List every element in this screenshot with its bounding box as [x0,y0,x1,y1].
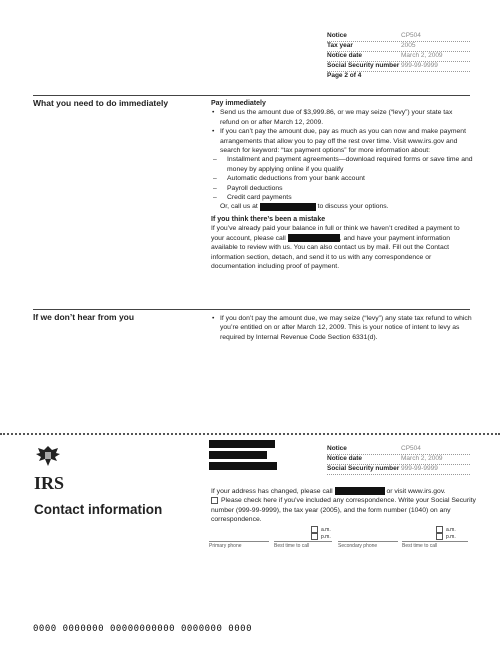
pm-checkbox[interactable] [436,533,443,540]
list-item: • If you can’t pay the amount due, pay as much as you can now and make payment arrangements that allow you to pay off the rest over time. Visit www.irs.gov and search for keyword: “tax payment options” for more information about: – Installment and payment agreements—download required forms or save time and money by applying online if you qualify – Automatic deductions from your bank account – Payroll deductions – Credit card payments Or, call us at to discuss your options. [220,127,473,212]
primary-phone-label: Primary phone [209,543,242,549]
ampm-group: a.m. p.m. [311,526,331,540]
section-divider [33,95,470,96]
redacted-address [209,451,267,459]
correspondence-checkbox[interactable] [211,497,218,504]
secondary-phone-field[interactable] [338,541,398,542]
list-item: • If you don’t pay the amount due, we may seize (“levy”) any state tax refund to which you’re entitled on or after March 12, 2009. This is your notice of intent to levy as required by Internal Revenue Code Section 6331(d). [220,314,473,342]
address-change-text: If your address has changed, please call or visit www.irs.gov. [211,488,446,495]
page-number: Page 2 of 4 [327,72,362,79]
am-checkbox[interactable] [311,526,318,533]
contact-title: Contact information [34,502,163,517]
call-text: Or, call us at to discuss your options. [220,203,389,211]
list-item: – Automatic deductions from your bank account [227,174,473,183]
list-item: – Installment and payment agreements—download required forms or save time and money by applying online if you qualify [227,155,473,174]
section-title: What you need to do immediately [33,98,169,108]
notice-row: Notice CP504 [327,444,470,455]
notice-row: Notice date March 2, 2009 [327,51,470,62]
section-body [211,314,473,342]
pm-checkbox[interactable] [311,533,318,540]
pay-heading: Pay immediately [211,100,266,107]
scan-line: 0000 0000000 00000000000 0000000 0000 [33,624,252,634]
notice-row: Notice CP504 [327,31,470,42]
notice-row: Social Security number 999-99-9999 [327,61,470,72]
contact-body [211,487,476,525]
section-body [211,99,473,271]
redacted-address [209,440,275,448]
best-time-label: Best time to call [274,543,310,549]
irs-wordmark: IRS [34,473,65,493]
detach-line [0,433,500,435]
mistake-heading: If you think there’s been a mistake [211,215,326,223]
notice-row: Tax year 2005 [327,41,470,52]
bullet-list [211,314,473,342]
list-item: – Payroll deductions [227,184,473,193]
list-item: • Send us the amount due of $3,999.86, or we may seize (“levy”) your state tax refund on or after March 12, 2009. [220,108,473,127]
list-item: – Credit card payments [227,193,473,202]
redacted-phone [288,234,340,242]
notice-row: Notice date March 2, 2009 [327,454,470,465]
best-time-field[interactable] [274,541,332,542]
best-time-label: Best time to call [402,543,438,549]
primary-phone-field[interactable] [209,541,269,542]
redacted-address [209,462,277,470]
notice-row: Social Security number 999-99-9999 [327,464,470,475]
secondary-phone-label: Secondary phone [338,543,378,549]
option-list [220,155,473,202]
redacted-phone [335,487,385,495]
eagle-icon [34,444,62,468]
irs-logo [34,444,64,492]
correspondence-text: Please check here if you’ve included any correspondence. Write your Social Security number (999-99-9999), the tax year (2005), and the form number (1040) on any correspondence. [211,497,476,524]
section-title: If we don’t hear from you [33,312,135,322]
ampm-group: a.m. p.m. [436,526,456,540]
am-checkbox[interactable] [436,526,443,533]
section-divider [33,309,470,310]
bullet-list [211,108,473,211]
redacted-phone [260,203,316,211]
mistake-text: If you’ve already paid your balance in full or think we haven’t credited a payment to your account, please call , and have your payment information available to review with us. You can also contact us by mail. Fill out the Contact information section, detach, and send it to us with any correspondence or documentation including proof of payment. [211,225,460,270]
best-time-field[interactable] [402,541,468,542]
